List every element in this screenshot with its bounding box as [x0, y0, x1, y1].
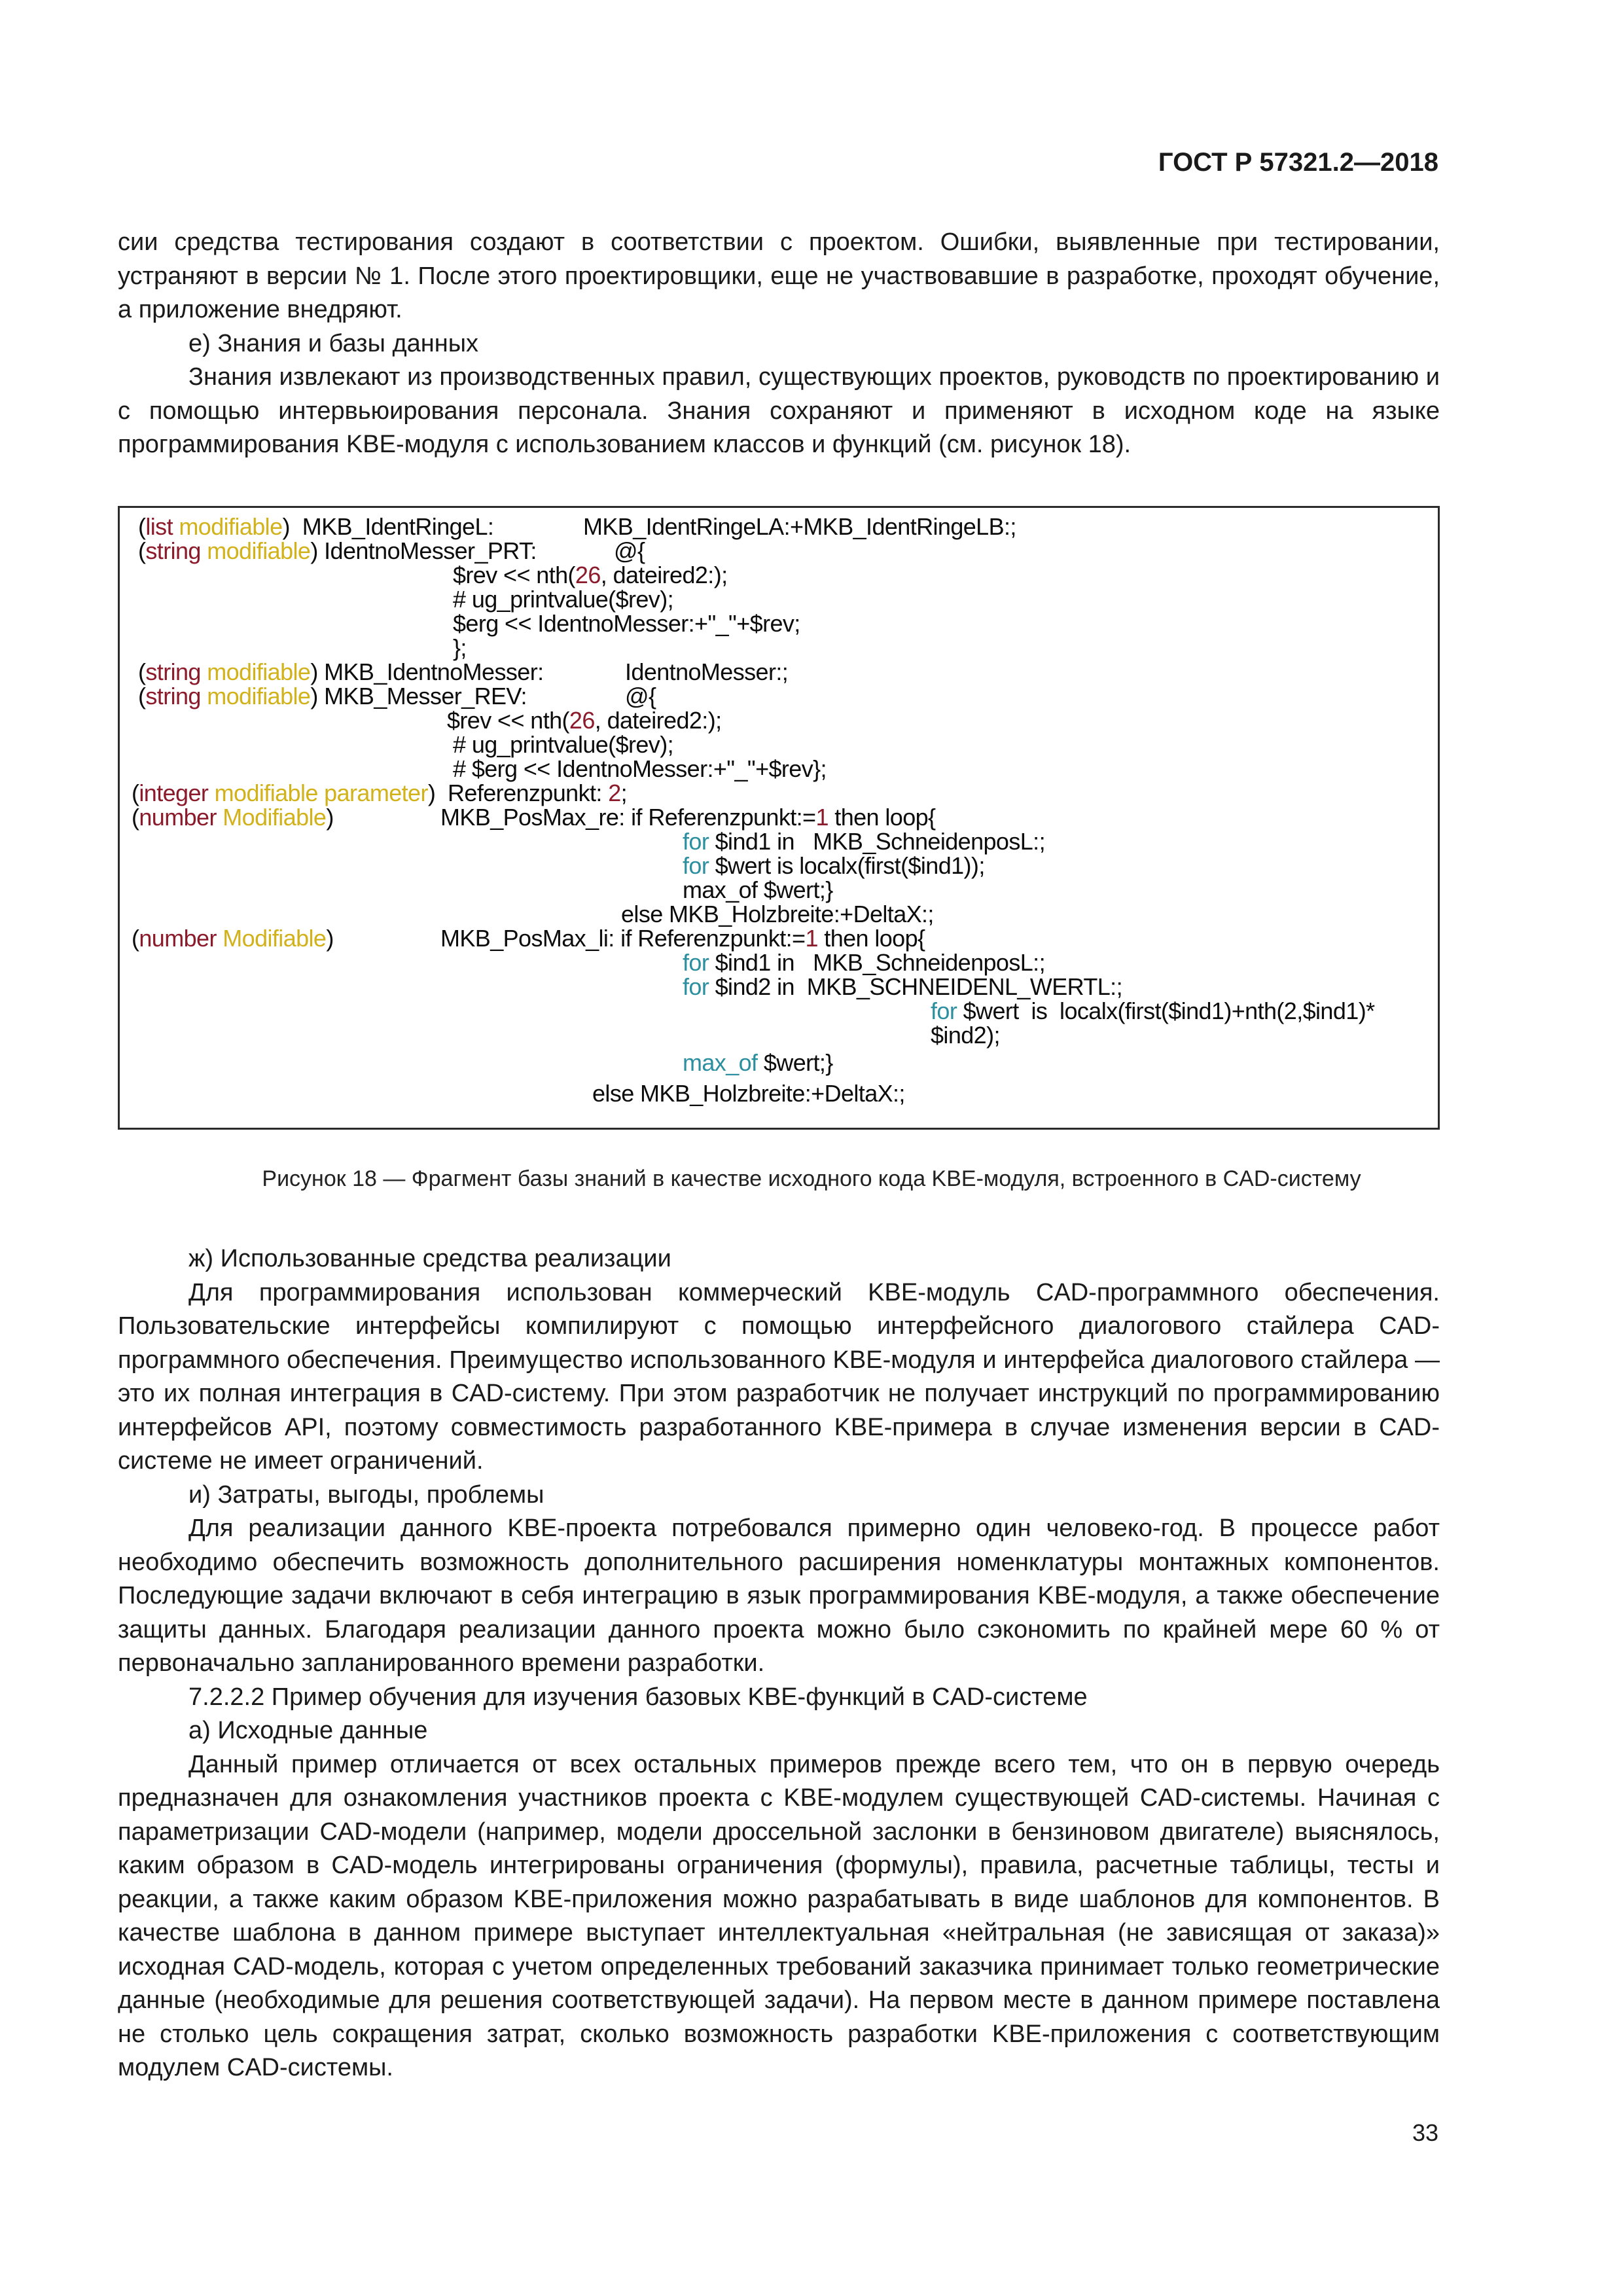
code-comment-line: # ug_printvalue($rev);: [453, 586, 673, 613]
code-comment-line: # ug_printvalue($rev);: [453, 731, 673, 758]
code-line: max_of $wert;}: [683, 876, 833, 903]
list-item-heading: а) Исходные данные: [188, 1717, 428, 1744]
section-heading: 7.2.2.2 Пример обучения для изучения базовых KBE-функций в CAD-системе: [188, 1683, 1088, 1711]
text-block-bottom: [118, 1242, 1440, 2085]
code-line: (number Modifiable): [132, 925, 334, 952]
code-line: $ind2);: [931, 1022, 1000, 1049]
code-line: $erg << IdentnoMesser:+"_"+$rev;: [453, 610, 800, 637]
code-line: else MKB_Holzbreite:+DeltaX:;: [592, 1080, 905, 1107]
code-line: for $ind1 in MKB_SchneidenposL:;: [683, 949, 1045, 976]
code-line: @{: [614, 537, 645, 564]
code-comment-line: # $erg << IdentnoMesser:+"_"+$rev};: [453, 755, 827, 782]
paragraph: Для программирования использован коммерческий KBE-модуль CAD-программного обеспечения. Пользовательские интерфейсы компилируют с помощью интерфейсного диалогового стайлера CAD-программного обеспечения. Преимущество использованного KBE-модуля и интерфейса диалогового стайлера — это их полная интеграция в CAD-систему. При этом разработчик не получает инструкций по программированию интерфейсов API, поэтому совместимость разработанного KBE-примера в случае изменения версии в CAD-системе не имеет ограничений.: [118, 1278, 1440, 1475]
code-line: (string modifiable) MKB_Messer_REV:: [138, 683, 527, 709]
code-line: $rev << nth(26, dateired2:);: [447, 707, 722, 734]
figure-caption: Рисунок 18 — Фрагмент базы знаний в качестве исходного кода KBE-модуля, встроенного в CAD-систему: [262, 1166, 1361, 1191]
code-line: (number Modifiable): [132, 804, 334, 831]
page-number: 33: [1412, 2119, 1438, 2146]
code-line: (integer modifiable parameter) Referenzpunkt: 2;: [132, 780, 628, 806]
paragraph: Знания извлекают из производственных правил, существующих проектов, руководств по проектированию и с помощью интервьюирования персонала. Знания сохраняют и применяют в исходном коде на языке программирования KBE-модуля с использованием классов и функций (см. рисунок 18).: [118, 363, 1440, 458]
code-line: IdentnoMesser:;: [625, 658, 789, 685]
list-item-heading: е) Знания и базы данных: [188, 329, 479, 357]
paragraph: сии средства тестирования создают в соответствии с проектом. Ошибки, выявленные при тестировании, устраняют в версии № 1. После этого проектировщики, еще не участвовавшие в разработке, проходят обучение, а приложение внедряют.: [118, 228, 1440, 323]
code-line: MKB_PosMax_re: if Referenzpunkt:=1 then loop{: [440, 804, 936, 831]
document-standard-header: ГОСТ Р 57321.2—2018: [1158, 148, 1438, 177]
list-item-heading: и) Затраты, выгоды, проблемы: [188, 1480, 544, 1509]
code-line: $rev << nth(26, dateired2:);: [453, 562, 728, 588]
code-line: else MKB_Holzbreite:+DeltaX:;: [621, 901, 934, 927]
paragraph: Данный пример отличается от всех остальных примеров прежде всего тем, что он в первую очередь предназначен для ознакомления участников проекта с KBE-модулем существующей CAD-системы. Начиная с параметризации CAD-модели (например, модели дроссельной заслонки в бензиновом двигателе) выяснялось, каким образом в CAD-модель интегрированы ограничения (формулы), правила, расчетные таблицы, тесты и реакции, а также каким образом KBE-приложения можно разрабатывать в виде шаблонов для компонентов. В качестве шаблона в данном примере выступает интеллектуальная «нейтральная (не зависящая от заказа)» исходная CAD-модель, которая с учетом определенных требований заказчика принимает только геометрические данные (необходимые для решения соответствующей задачи). На первом месте в данном примере поставлена не столько цель сокращения затрат, сколько возможность разработки KBE-приложения с соответствующим модулем CAD-системы.: [118, 1750, 1440, 2081]
code-figure: [118, 506, 1440, 1130]
code-line: for $ind2 in MKB_SCHNEIDENL_WERTL:;: [683, 973, 1122, 1000]
text-block-top: [118, 226, 1440, 462]
code-line: max_of $wert;}: [683, 1049, 833, 1076]
paragraph: Для реализации данного KBE-проекта потребовался примерно один человеко-год. В процессе работ необходимо обеспечить возможность дополнительного расширения номенклатуры монтажных компонентов. Последующие задачи включают в себя интеграцию в язык программирования KBE-модуля, а также обеспечение защиты данных. Благодаря реализации данного проекта можно было сэкономить по крайней мере 60 % от первоначально запланированного времени разработки.: [118, 1515, 1440, 1677]
code-line: for $ind1 in MKB_SchneidenposL:;: [683, 828, 1045, 855]
code-line: (string modifiable) IdentnoMesser_PRT:: [138, 537, 537, 564]
code-line: (list modifiable) MKB_IdentRingeL:: [138, 513, 494, 540]
code-line: MKB_IdentRingeLA:+MKB_IdentRingeLB:;: [583, 513, 1016, 540]
code-line: for $wert is localx(first($ind1));: [683, 852, 985, 879]
code-line: for $wert is localx(first($ind1)+nth(2,$ind1)*: [931, 997, 1375, 1024]
code-line: };: [453, 634, 467, 661]
code-line: MKB_PosMax_li: if Referenzpunkt:=1 then loop{: [440, 925, 925, 952]
code-line: (string modifiable) MKB_IdentnoMesser:: [138, 658, 544, 685]
list-item-heading: ж) Использованные средства реализации: [188, 1245, 671, 1272]
code-line: @{: [625, 683, 656, 709]
